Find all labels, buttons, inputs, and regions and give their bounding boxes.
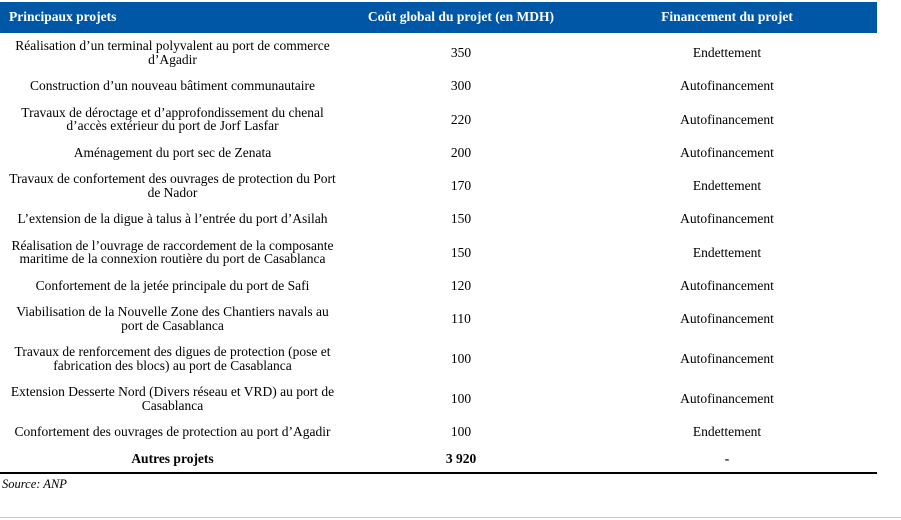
table-row [0,139,877,166]
table-row [0,33,877,73]
project-cell: Travaux de renforcement des digues de protection (pose et fabrication des blocs) au port de Casablanca [14,344,331,373]
project-cell: Construction d’un nouveau bâtiment communautaire [30,78,315,94]
cost-cell: 120 [450,277,472,293]
cost-cell: 100 [450,424,472,440]
header-principaux-projets: Principaux projets [0,2,345,33]
financing-cell: Autofinancement [680,78,774,94]
cost-cell: 300 [450,78,472,94]
project-cell: Travaux de déroctage et d’approfondissement du chenal d’accès extérieur du port de Jorf Lasfar [21,104,324,134]
table-row [0,379,877,419]
cost-cell: 350 [450,45,472,61]
project-cell: Aménagement du port sec de Zenata [73,144,272,160]
financing-cell: Autofinancement [680,211,774,227]
financing-cell: Autofinancement [680,111,774,127]
project-cell: L’extension de la digue à talus à l’entrée du port d’Asilah [17,211,328,227]
table-row [0,206,877,233]
cost-cell: 200 [450,144,472,160]
table-row [0,339,877,379]
cost-cell: 170 [450,178,472,194]
financing-cell: Endettement [692,244,762,260]
financing-cell: Endettement [692,424,762,440]
financing-cell: Autofinancement [680,351,774,367]
cost-cell: 100 [450,351,472,367]
project-cell: Travaux de confortement des ouvrages de protection du Port de Nador [9,171,336,200]
cost-cell: 150 [450,244,472,260]
cost-cell: 100 [450,391,472,407]
financing-cell: Endettement [692,178,762,194]
project-cell: Réalisation de l’ouvrage de raccordement de la composante maritime de la connexion routière du port de Casablanca [11,237,334,267]
project-cell: Confortement de la jetée principale du port de Safi [35,277,310,293]
table-row [0,232,877,272]
table-row [0,299,877,339]
project-cell: Réalisation d’un terminal polyvalent au port de commerce d’Agadir [15,38,330,67]
header-financement: Financement du projet [577,2,877,33]
table-row [0,166,877,206]
financing-cell: Autofinancement [680,144,774,160]
cost-cell: 110 [451,311,471,327]
financing-cell: Autofinancement [680,391,774,407]
financing-cell: Autofinancement [680,311,774,327]
financing-cell: - [724,450,730,466]
project-cell: Extension Desserte Nord (Divers réseau et VRD) au port de Casablanca [10,384,335,413]
financing-cell: Endettement [692,45,762,61]
project-cell: Viabilisation de la Nouvelle Zone des Chantiers navals au port de Casablanca [16,304,329,333]
project-cell: Autres projets [131,450,214,466]
bottom-divider [0,517,901,518]
cost-cell: 3 920 [445,450,477,466]
table-header [0,2,877,33]
table-row [0,73,877,100]
table-body [0,33,877,473]
table-row [0,99,877,139]
cost-cell: 150 [450,211,472,227]
projects-table [0,2,877,474]
financing-cell: Autofinancement [680,277,774,293]
table-header-row [0,2,877,33]
table-row [0,419,877,446]
header-cout-global: Coût global du projet (en MDH) [345,2,577,33]
table-total-row [0,445,877,473]
project-cell: Confortement des ouvrages de protection au port d’Agadir [14,424,331,440]
cost-cell: 220 [450,111,472,127]
source-caption: Source: ANP [2,476,67,491]
table-row [0,272,877,299]
